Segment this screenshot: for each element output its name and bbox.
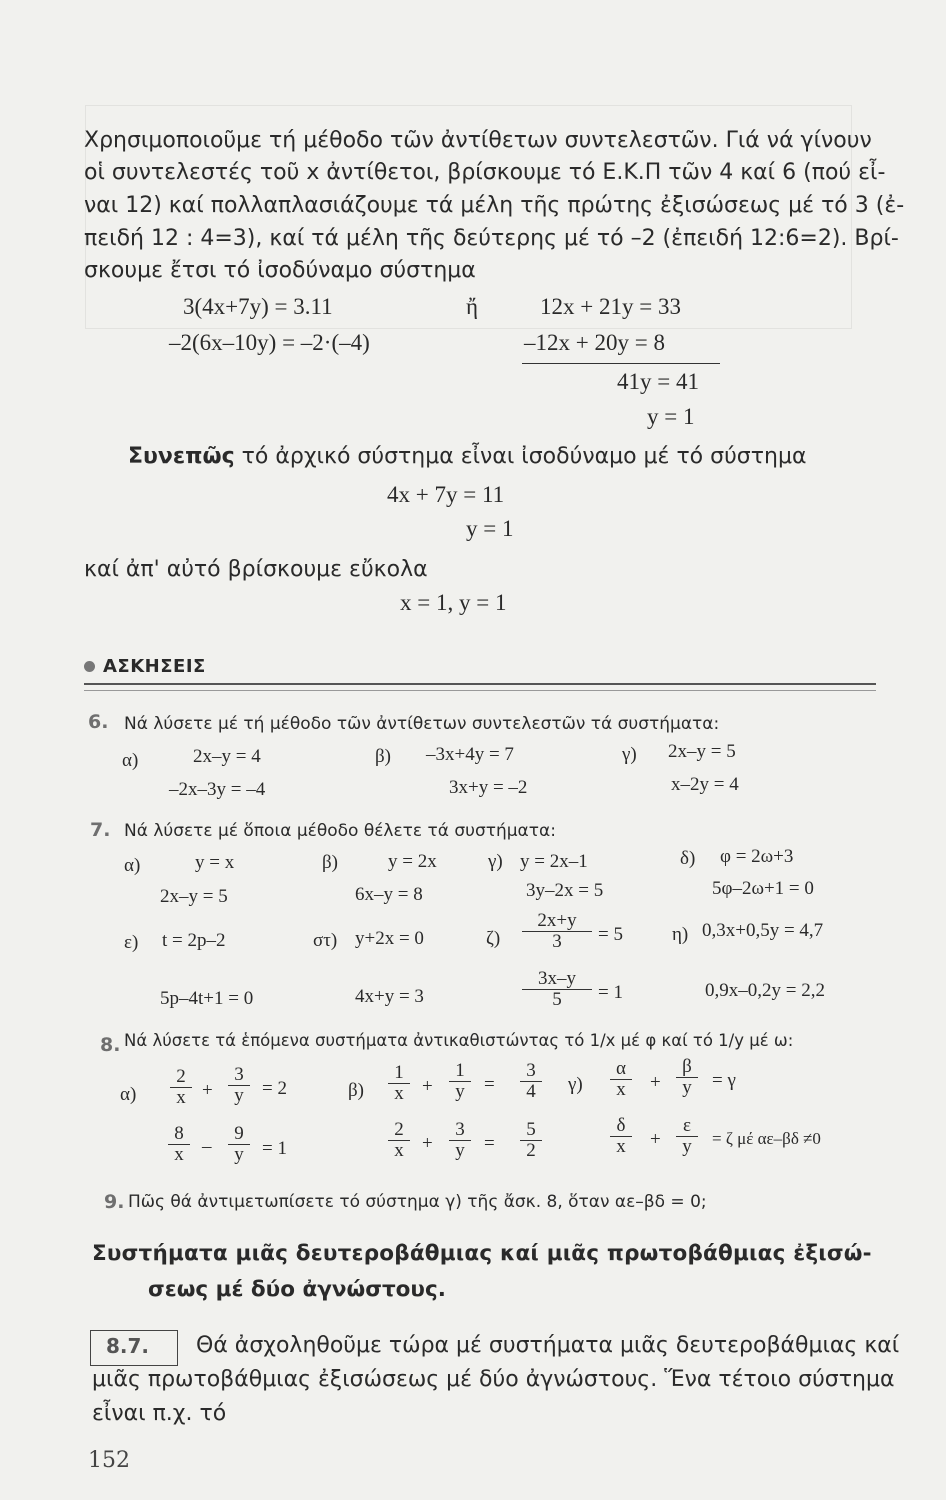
ex8-b-eq-2: = xyxy=(484,1133,495,1154)
ex8-b-frac-2 xyxy=(449,1061,471,1102)
ex8-b-plus-1: + xyxy=(422,1076,433,1097)
ex8-b-frac-6-den: 2 xyxy=(526,1140,536,1161)
ex7-d-label: δ) xyxy=(680,848,696,869)
ex8-c-label: γ) xyxy=(568,1074,583,1095)
ex7-a-2: 2x–y = 5 xyxy=(160,886,228,907)
ex8-b-frac-6-num: 5 xyxy=(520,1120,542,1141)
ex8-a-frac-3-num: 8 xyxy=(168,1124,190,1145)
ex7-c-label: γ) xyxy=(488,851,503,872)
ex8-c-eq-2: = ζ μέ αε–βδ ≠0 xyxy=(712,1129,821,1148)
exercises-heading: ΑΣΚΗΣΕΙΣ xyxy=(103,656,206,677)
ex8-c-frac-4-num: ε xyxy=(676,1116,698,1137)
section-para-line-3: εἶναι π.χ. τό xyxy=(92,1401,227,1426)
ex6-c-1: 2x–y = 5 xyxy=(668,741,736,762)
ex7-z-2-denominator: 5 xyxy=(552,989,562,1010)
page-number: 152 xyxy=(88,1448,130,1473)
ex8-a-frac-1 xyxy=(170,1067,192,1108)
ex7-z-2-numerator: 3x–y xyxy=(522,969,592,990)
ex7-e-1: t = 2p–2 xyxy=(162,930,226,951)
ex6-c-label: γ) xyxy=(622,744,637,765)
ex8-a-label: α) xyxy=(120,1084,137,1105)
ex7-d-1: φ = 2ω+3 xyxy=(720,846,794,867)
ex8-b-frac-4 xyxy=(388,1120,410,1161)
system-left-1: 3(4x+7y) = 3.11 xyxy=(183,294,333,319)
ex7-z-fraction-2 xyxy=(522,969,592,1010)
ex8-b-frac-5-num: 3 xyxy=(449,1120,471,1141)
ex8-a-eq-1: = 2 xyxy=(262,1078,287,1099)
ex8-c-frac-4 xyxy=(676,1116,698,1157)
ex7-c-1: y = 2x–1 xyxy=(520,851,588,872)
ex7-e-2: 5p–4t+1 = 0 xyxy=(160,988,254,1009)
exercises-rule-2 xyxy=(84,690,876,691)
ex7-a-label: α) xyxy=(124,855,141,876)
exercises-rule-1 xyxy=(84,683,876,685)
intro-line-2: οἱ συντελεστές τοῦ x ἀντίθετοι, βρίσκουμε τό Ε.Κ.Π τῶν 4 καί 6 (πού εἶ- xyxy=(84,160,886,185)
conclusion-eq-2: y = 1 xyxy=(466,516,514,541)
exercises-bullet-icon xyxy=(84,661,95,672)
ex8-c-frac-1 xyxy=(610,1059,632,1100)
intro-line-5: σκουμε ἔτσι τό ἰσοδύναμο σύστημα xyxy=(84,258,476,283)
ex8-b-frac-2-num: 1 xyxy=(449,1061,471,1082)
ex8-b-label: β) xyxy=(348,1080,364,1101)
ex8-b-frac-4-num: 2 xyxy=(388,1120,410,1141)
ex8-text: Νά λύσετε τά ἑπόμενα συστήματα ἀντικαθιστώντας τό 1/x μέ φ καί τό 1/y μέ ω: xyxy=(124,1031,794,1050)
ex8-b-eq-1: = xyxy=(484,1074,495,1095)
ex8-c-frac-1-den: x xyxy=(616,1079,626,1100)
ex7-b-2: 6x–y = 8 xyxy=(355,884,423,905)
ex7-a-1: y = x xyxy=(195,852,235,873)
ex8-c-frac-4-den: y xyxy=(682,1136,692,1157)
section-para-line-2: μιᾶς πρωτοβάθμιας ἐξισώσεως μέ δύο ἀγνώστους. Ἕνα τέτοιο σύστημα xyxy=(92,1367,895,1392)
conclusion-eq-1: 4x + 7y = 11 xyxy=(387,482,505,507)
system-right-4: y = 1 xyxy=(647,404,695,429)
ex8-a-frac-3-den: x xyxy=(174,1144,184,1165)
ex8-c-frac-2-num: β xyxy=(676,1057,698,1078)
ex6-c-2: x–2y = 4 xyxy=(671,774,739,795)
ex7-z-1-rhs: = 5 xyxy=(598,924,623,945)
ex7-h-2: 0,9x–0,2y = 2,2 xyxy=(705,980,825,1001)
conclusion-lead: Συνεπῶς xyxy=(128,444,235,469)
ex7-d-2: 5φ–2ω+1 = 0 xyxy=(712,878,814,899)
ex8-b-plus-2: + xyxy=(422,1133,433,1154)
system-right-1: 12x + 21y = 33 xyxy=(540,294,681,319)
system-right-2: –12x + 20y = 8 xyxy=(524,330,665,355)
ex8-a-eq-2: = 1 xyxy=(262,1138,287,1159)
ex8-c-frac-3-den: x xyxy=(616,1136,626,1157)
ex8-b-frac-3 xyxy=(520,1061,542,1102)
intro-line-3: ναι 12) καί πολλαπλασιάζουμε τά μέλη τῆς πρώτης ἐξισώσεως μέ τό 3 (ἐ- xyxy=(84,193,905,218)
ex9-text: Πῶς θά ἀντιμετωπίσετε τό σύστημα γ) τῆς ἄσκ. 8, ὅταν αε–βδ = 0; xyxy=(128,1192,707,1212)
sum-rule xyxy=(522,363,720,364)
intro-line-1: Χρησιμοποιοῦμε τή μέθοδο τῶν ἀντίθετων συντελεστῶν. Γιά νά γίνουν xyxy=(84,128,872,153)
ex7-z-1-numerator: 2x+y xyxy=(522,911,592,932)
ex7-h-1: 0,3x+0,5y = 4,7 xyxy=(702,920,824,941)
ex7-h-label: η) xyxy=(672,924,689,945)
ex8-b-frac-3-den: 4 xyxy=(526,1081,536,1102)
ex9-number: 9. xyxy=(104,1191,125,1213)
ex8-a-frac-1-den: x xyxy=(176,1087,186,1108)
ex8-b-frac-1-den: x xyxy=(394,1083,404,1104)
conclusion-rest: τό ἀρχικό σύστημα εἶναι ἰσοδύναμο μέ τό σύστημα xyxy=(234,444,807,469)
ex8-a-frac-4-den: y xyxy=(234,1144,244,1165)
ex7-z-label: ζ) xyxy=(486,928,501,949)
system-left-2: –2(6x–10y) = –2·(–4) xyxy=(169,330,370,355)
section-title-line-2: σεως μέ δύο ἀγνώστους. xyxy=(148,1277,446,1302)
conclusion-line xyxy=(128,444,806,470)
ex8-a-frac-3 xyxy=(168,1124,190,1165)
section-para-line-1: Θά ἀσχοληθοῦμε τώρα μέ συστήματα μιᾶς δευτεροβάθμιας καί xyxy=(196,1333,900,1358)
ex7-text: Νά λύσετε μέ ὅποια μέθοδο θέλετε τά συστήματα: xyxy=(124,821,556,841)
ex6-number: 6. xyxy=(88,711,109,733)
ex8-a-frac-4 xyxy=(228,1124,250,1165)
ex6-a-1: 2x–y = 4 xyxy=(193,746,261,767)
ex6-b-1: –3x+4y = 7 xyxy=(426,744,514,765)
section-number: 8.7. xyxy=(106,1334,150,1358)
ex8-b-frac-6 xyxy=(520,1120,542,1161)
ex7-b-1: y = 2x xyxy=(388,851,437,872)
ex8-a-frac-1-num: 2 xyxy=(170,1067,192,1088)
ex7-e-label: ε) xyxy=(124,932,139,953)
ex7-z-2-rhs: = 1 xyxy=(598,982,623,1003)
ex8-number: 8. xyxy=(100,1034,121,1056)
ex6-b-2: 3x+y = –2 xyxy=(449,777,528,798)
ex8-c-frac-1-num: α xyxy=(610,1059,632,1080)
section-title-line-1: Συστήματα μιᾶς δευτεροβάθμιας καί μιᾶς πρωτοβάθμιας ἐξισώ- xyxy=(92,1241,872,1266)
ex6-a-2: –2x–3y = –4 xyxy=(169,779,266,800)
ex7-st-label: στ) xyxy=(313,930,338,951)
ex8-c-frac-3 xyxy=(610,1116,632,1157)
ex7-z-fraction-1 xyxy=(522,911,592,952)
ex7-number: 7. xyxy=(90,819,111,841)
ex7-b-label: β) xyxy=(322,852,338,873)
ex8-c-plus-2: + xyxy=(650,1129,661,1150)
ex6-text: Νά λύσετε μέ τή μέθοδο τῶν ἀντίθετων συντελεστῶν τά συστήματα: xyxy=(124,714,720,734)
ex8-b-frac-5 xyxy=(449,1120,471,1161)
ex8-b-frac-4-den: x xyxy=(394,1140,404,1161)
ex7-c-2: 3y–2x = 5 xyxy=(526,880,604,901)
ex8-c-plus-1: + xyxy=(650,1072,661,1093)
ex8-c-frac-2 xyxy=(676,1057,698,1098)
intro-line-4: πειδή 12 : 4=3), καί τά μέλη τῆς δεύτερης μέ τό –2 (ἐπειδή 12:6=2). Βρί- xyxy=(84,226,899,251)
ex8-a-frac-2 xyxy=(228,1065,250,1106)
ex8-b-frac-5-den: y xyxy=(455,1140,465,1161)
ex8-b-frac-1 xyxy=(388,1063,410,1104)
ex8-a-plus: + xyxy=(202,1080,213,1101)
ex8-b-frac-3-num: 3 xyxy=(520,1061,542,1082)
system-or: ἤ xyxy=(466,294,479,319)
ex6-b-label: β) xyxy=(375,746,391,767)
ex8-a-minus: – xyxy=(202,1136,212,1157)
conclusion-andfrom: καί ἀπ' αὐτό βρίσκουμε εὔκολα xyxy=(84,557,428,582)
ex8-a-frac-4-num: 9 xyxy=(228,1124,250,1145)
ex8-c-frac-3-num: δ xyxy=(610,1116,632,1137)
ex8-c-eq-1: = γ xyxy=(712,1070,736,1091)
conclusion-result: x = 1, y = 1 xyxy=(400,590,507,615)
ex7-z-1-denominator: 3 xyxy=(552,931,562,952)
ex8-c-frac-2-den: y xyxy=(682,1077,692,1098)
ex8-b-frac-1-num: 1 xyxy=(388,1063,410,1084)
ex7-st-1: y+2x = 0 xyxy=(355,928,424,949)
system-right-3: 41y = 41 xyxy=(617,369,699,394)
ex8-a-frac-2-num: 3 xyxy=(228,1065,250,1086)
ex8-a-frac-2-den: y xyxy=(234,1085,244,1106)
ex8-b-frac-2-den: y xyxy=(455,1081,465,1102)
ex7-st-2: 4x+y = 3 xyxy=(355,986,424,1007)
ex6-a-label: α) xyxy=(122,750,139,771)
